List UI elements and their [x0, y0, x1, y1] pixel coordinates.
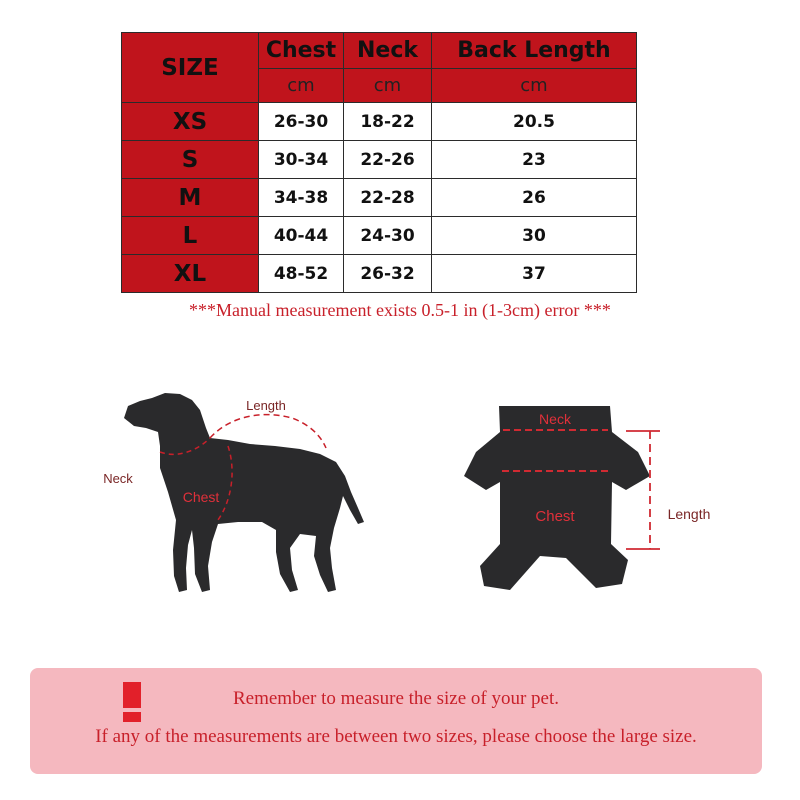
chest-header: Chest: [259, 33, 344, 69]
size-label: L: [122, 217, 259, 255]
size-label: XS: [122, 103, 259, 141]
size-chart-table: [121, 32, 637, 293]
dog-length-label: Length: [246, 398, 286, 413]
table-row: [122, 179, 637, 217]
neck-value: 22-26: [344, 141, 432, 179]
measurement-error-note: ***Manual measurement exists 0.5-1 in (1-3cm) error ***: [189, 300, 611, 320]
reminder-line-2: If any of the measurements are between two sizes, please choose the large size.: [95, 726, 697, 747]
size-label: M: [122, 179, 259, 217]
size-header: SIZE: [122, 33, 259, 103]
neck-value: 18-22: [344, 103, 432, 141]
chest-value: 34-38: [259, 179, 344, 217]
table-row: [122, 141, 637, 179]
neck-value: 24-30: [344, 217, 432, 255]
back-length-value: 37: [432, 255, 637, 293]
dog-neck-label: Neck: [103, 471, 133, 486]
table-row: [122, 255, 637, 293]
chest-value: 30-34: [259, 141, 344, 179]
dog-silhouette: [124, 393, 364, 592]
chest-value: 48-52: [259, 255, 344, 293]
back-length-unit: cm: [432, 69, 637, 103]
table-row: [122, 217, 637, 255]
chest-value: 26-30: [259, 103, 344, 141]
neck-value: 26-32: [344, 255, 432, 293]
neck-value: 22-28: [344, 179, 432, 217]
table-row: [122, 103, 637, 141]
reminder-line-1: Remember to measure the size of your pet.: [232, 688, 560, 709]
chest-unit: cm: [259, 69, 344, 103]
back-length-value: 30: [432, 217, 637, 255]
garment-neck-label: Neck: [539, 411, 571, 427]
garment-length-label: Length: [667, 506, 711, 522]
back-length-value: 20.5: [432, 103, 637, 141]
measurement-illustrations: [0, 360, 800, 620]
neck-unit: cm: [344, 69, 432, 103]
garment-silhouette: [464, 406, 650, 590]
garment-chest-label: Chest: [535, 508, 575, 525]
dog-chest-label: Chest: [182, 489, 220, 505]
chest-value: 40-44: [259, 217, 344, 255]
size-label: XL: [122, 255, 259, 293]
back-length-value: 26: [432, 179, 637, 217]
size-label: S: [122, 141, 259, 179]
reminder-panel: [30, 668, 762, 774]
back-length-header: Back Length: [432, 33, 637, 69]
back-length-value: 23: [432, 141, 637, 179]
neck-header: Neck: [344, 33, 432, 69]
